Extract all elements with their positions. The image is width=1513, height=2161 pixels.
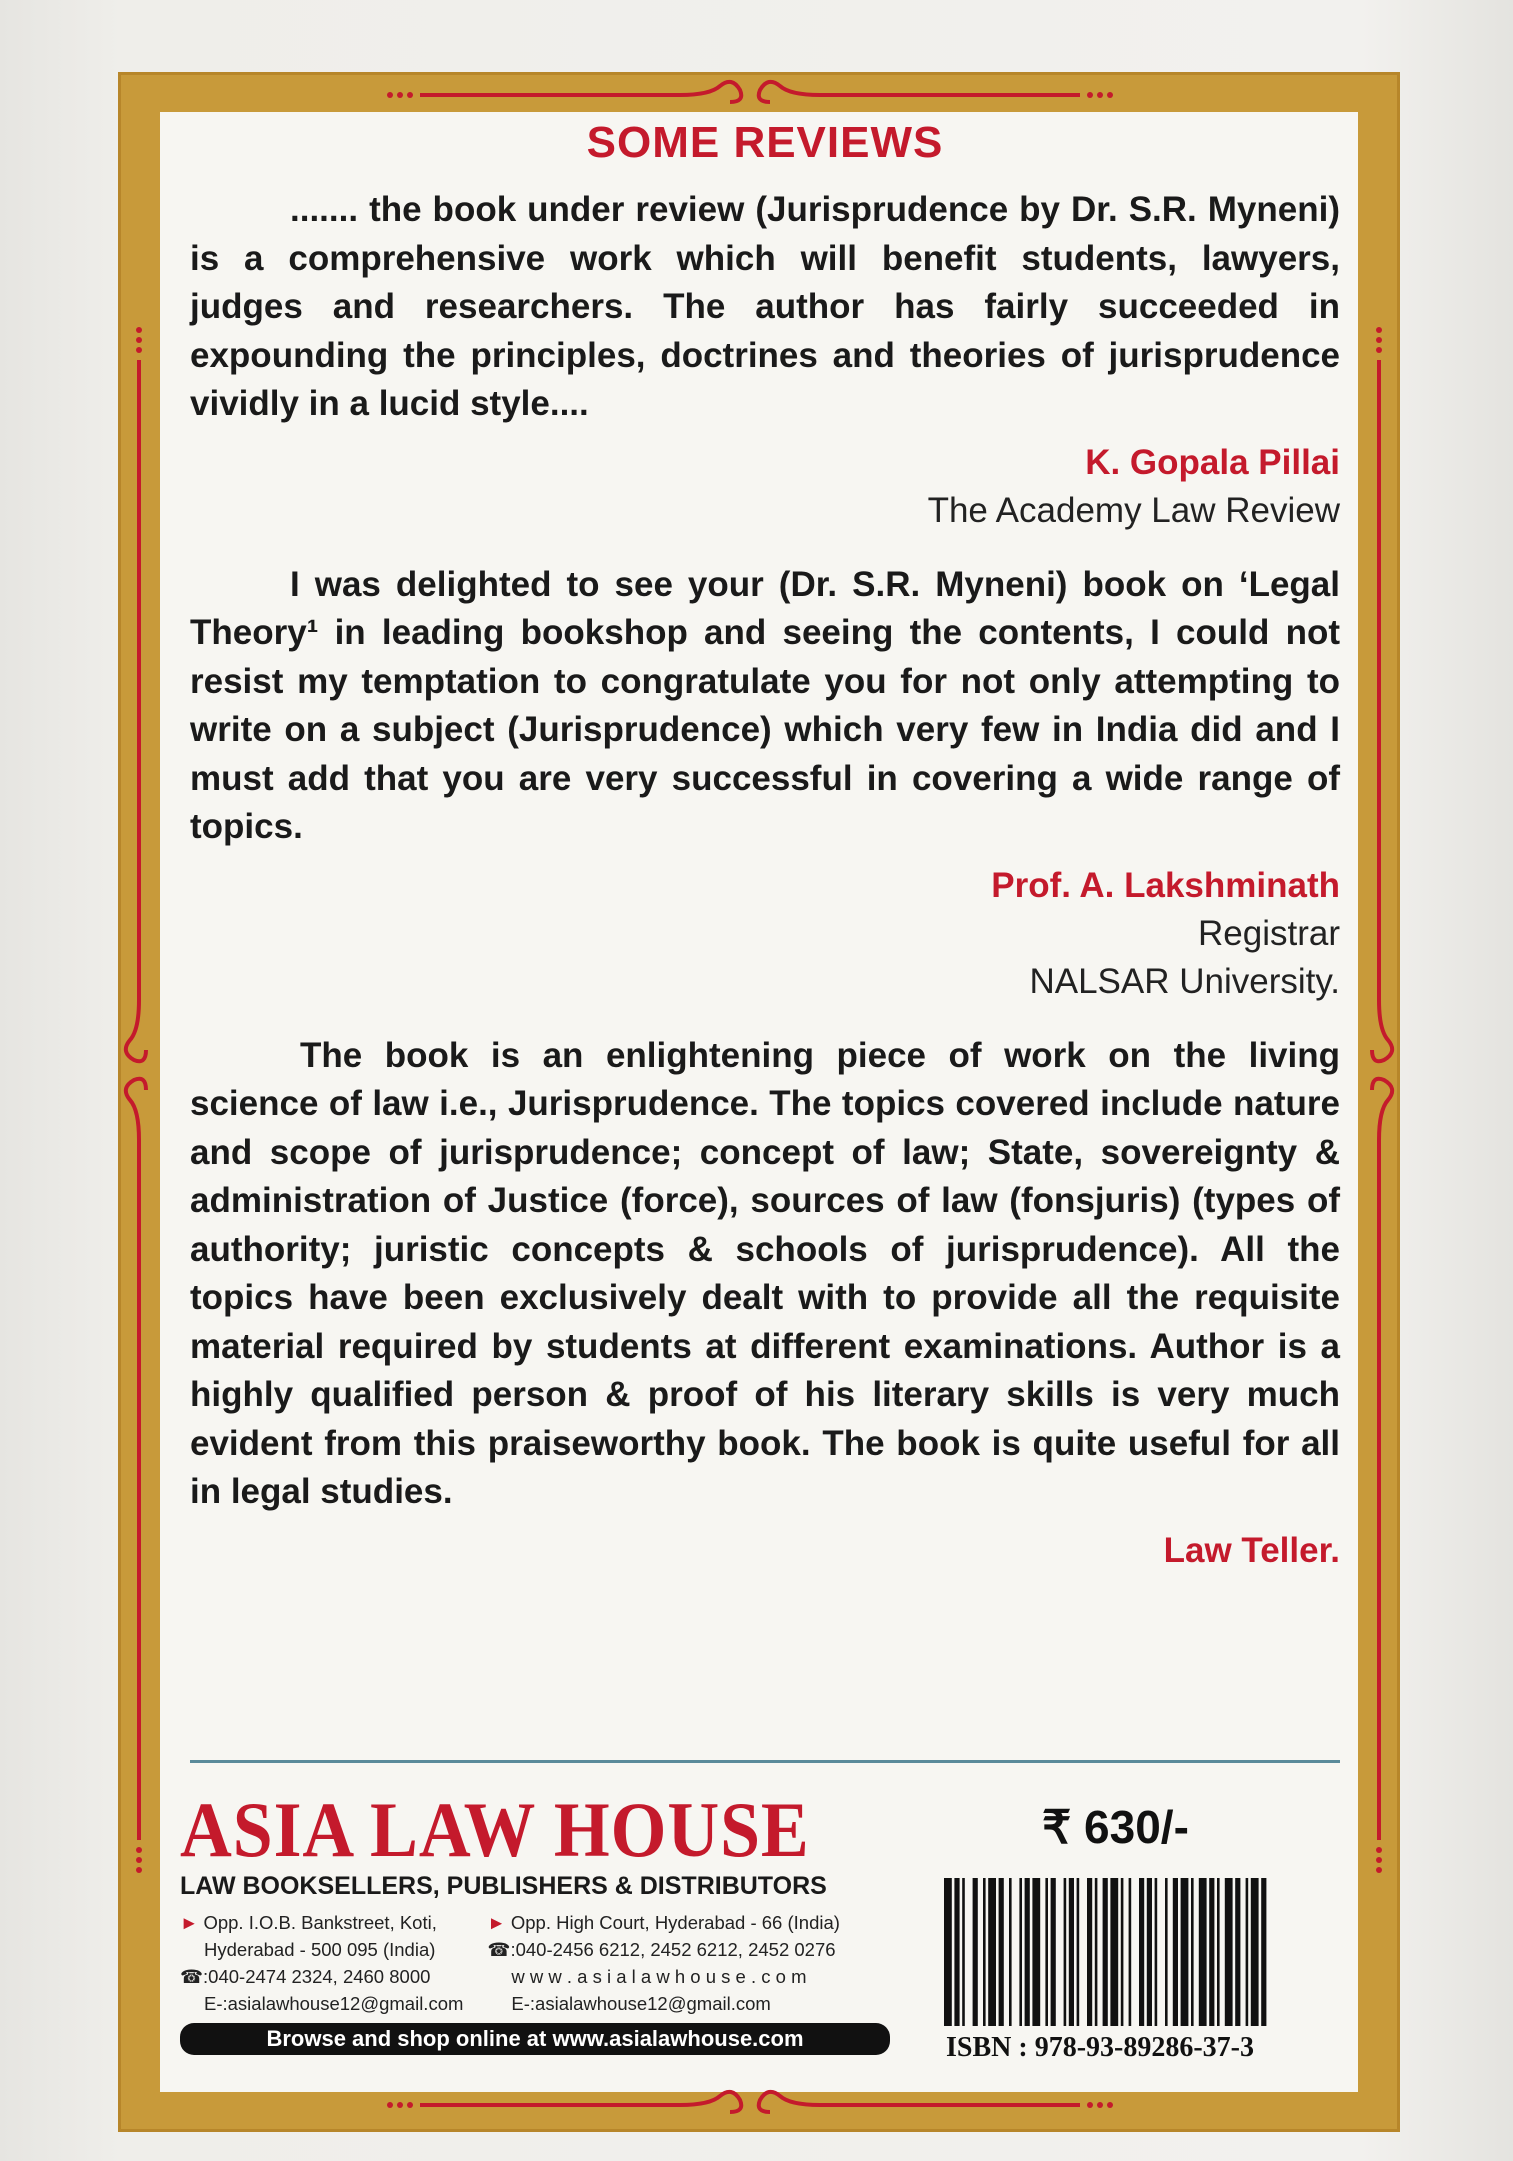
address-line: Opp. I.O.B. Bankstreet, Koti,: [203, 1912, 437, 1933]
bottom-ornament: [380, 2088, 1120, 2122]
reviewer-affiliation: Registrar: [1198, 913, 1340, 953]
address-line: Opp. High Court, Hyderabad - 66 (India): [510, 1912, 840, 1933]
phone-icon: ☎: [487, 1939, 511, 1960]
email-line: E-:asialawhouse12@gmail.com: [511, 1993, 771, 2014]
reviewer-name: K. Gopala Pillai: [1085, 442, 1340, 482]
isbn: ISBN : 978-93-89286-37-3: [946, 2032, 1254, 2063]
address-right: [487, 1909, 840, 2017]
phone-icon: ☎: [180, 1966, 204, 1987]
phone-line: :040-2456 6212, 2452 6212, 2452 0276: [510, 1939, 836, 1960]
barcode: [940, 1878, 1320, 2026]
reviewer-affiliation: The Academy Law Review: [927, 490, 1340, 530]
review-text: The book is an enlightening piece of work on the living science of law i.e., Jurisprudence. The topics covered include nature and scope of jurisprudence; concept of law; State, sovereignty & administration of Justice (force), sources of law (fonsjuris) (types of authority; juristic concepts & schools of jurisprudence). All the topics have been exclusively dealt with to provide all the requisite material required by students at different examinations. Author is a highly qualified person & proof of his literary skills is very much evident from this praiseworthy book. The book is quite useful for all in legal studies.: [190, 1035, 1340, 1511]
price: ₹ 630/-: [1042, 1801, 1189, 1853]
review-text: I was delighted to see your (Dr. S.R. Myneni) book on ‘Legal Theory¹ in leading bookshop and seeing the contents, I could not resist my temptation to congratulate you for not only attempting to write on a subject (Jurisprudence) which very few in India did and I must add that you are very successful in covering a wide range of topics.: [190, 564, 1340, 846]
publisher-addresses: [180, 1909, 910, 2017]
address-line: Hyderabad - 500 095 (India): [204, 1939, 436, 1960]
browse-online-banner: Browse and shop online at www.asialawhouse.com: [180, 2023, 890, 2055]
publisher-tagline: LAW BOOKSELLERS, PUBLISHERS & DISTRIBUTORS: [180, 1872, 827, 1900]
arrow-icon: ►: [180, 1912, 204, 1933]
reviewer-affiliation: NALSAR University.: [1029, 961, 1340, 1001]
divider: [190, 1760, 1340, 1763]
top-ornament: [380, 78, 1120, 112]
reviews-section: [190, 118, 1340, 1575]
page-title: SOME REVIEWS: [586, 118, 944, 167]
price-block: [940, 1800, 1340, 2064]
left-ornament: [122, 320, 156, 1880]
right-ornament: [1362, 320, 1396, 1880]
arrow-icon: ►: [487, 1912, 511, 1933]
publisher-logo: ASIA LAW HOUSE: [180, 1786, 810, 1873]
address-left: [180, 1909, 463, 2017]
email-line: E-:asialawhouse12@gmail.com: [204, 1993, 464, 2014]
reviewer-name: Prof. A. Lakshminath: [991, 865, 1340, 905]
phone-line: :040-2474 2324, 2460 8000: [203, 1966, 431, 1987]
review-text: ....... the book under review (Jurisprudence by Dr. S.R. Myneni) is a comprehensive work which will benefit students, lawyers, judges and researchers. The author has fairly succeeded in expounding the principles, doctrines and theories of jurisprudence vividly in a lucid style....: [190, 190, 1340, 423]
website-line: w w w . a s i a l a w h o u s e . c o m: [511, 1966, 807, 1987]
publisher-block: [180, 1786, 910, 2055]
reviewer-name: Law Teller.: [1163, 1530, 1340, 1570]
